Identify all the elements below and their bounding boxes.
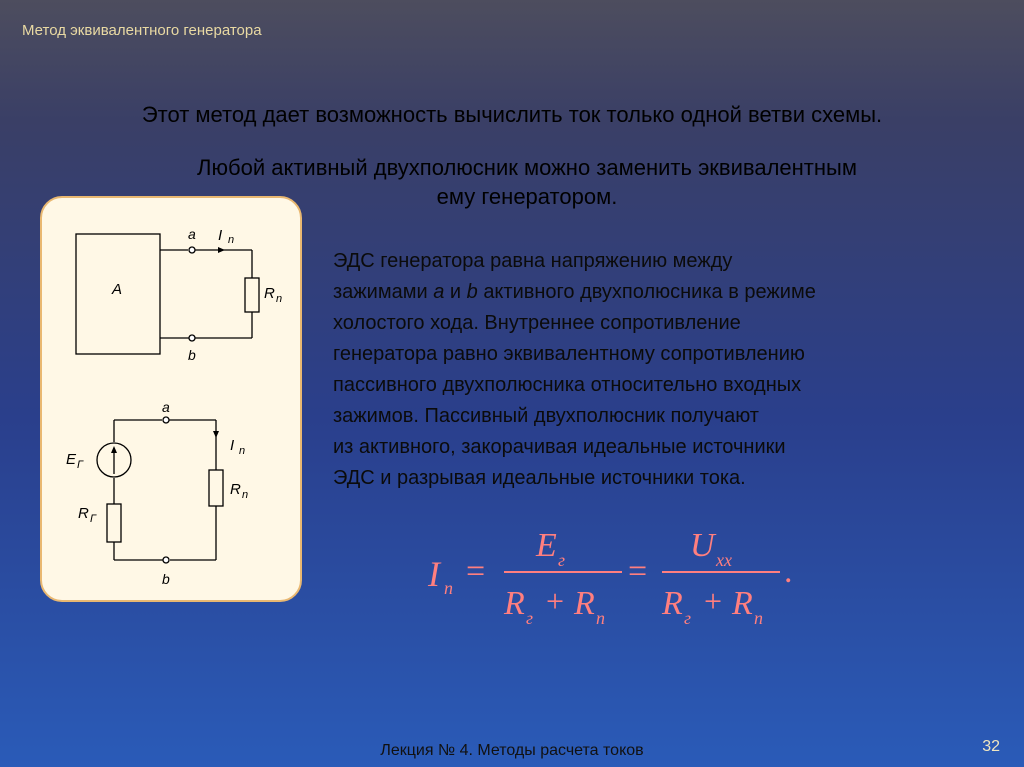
formula-den1-a: R — [504, 585, 525, 622]
load-resistor-top — [245, 278, 259, 312]
load-resistor-bottom — [209, 470, 223, 506]
formula-lhs: I — [428, 554, 440, 594]
formula-num2: U — [690, 527, 715, 564]
terminal-b-top — [189, 335, 195, 341]
internal-resistor — [107, 504, 121, 542]
load-sub-bottom: n — [242, 489, 249, 501]
terminal-b-bottom — [163, 557, 169, 563]
circuit-diagrams — [42, 198, 300, 600]
resistor-label-top: R — [264, 285, 275, 302]
formula-num1: E — [536, 527, 557, 564]
current-sub-bottom: n — [239, 445, 246, 457]
current-sub-top: n — [228, 234, 235, 246]
desc-line-5: пассивного двухполюсника относительно входных — [333, 374, 802, 396]
lead-definition-line2: ему генератором. — [436, 184, 618, 209]
lead-definition-line1: Любой активный двухполюсник можно заменить эквивалентным — [197, 155, 857, 180]
desc-line-2: зажимами a и b активного двухполюсника в режиме — [333, 281, 816, 303]
node-b-label-bottom: b — [162, 571, 170, 587]
formula-den1-plus: + — [546, 583, 565, 619]
desc-line-1: ЭДС генератора равна напряжению между — [333, 250, 733, 272]
block-label-a: A — [112, 281, 123, 298]
desc-line-7: из активного, закорачивая идеальные источники — [333, 436, 786, 458]
node-a-label-top: a — [188, 226, 196, 242]
formula-dot: . — [784, 553, 793, 590]
internal-resistor-label: R — [78, 505, 89, 522]
node-b-label-top: b — [188, 347, 196, 363]
formula-num2-sub: xx — [716, 550, 732, 570]
terminal-a-top — [189, 247, 195, 253]
load-label-bottom: R — [230, 481, 241, 498]
emf-sub: Г — [77, 459, 83, 471]
resistor-sub-top: n — [276, 293, 283, 305]
current-label-bottom: I — [230, 437, 235, 454]
formula-den2-b-sub: n — [754, 608, 763, 628]
desc-line-3: холостого хода. Внутреннее сопротивление — [333, 312, 741, 334]
page-number: 32 — [982, 738, 1000, 755]
terminal-a-bottom — [163, 417, 169, 423]
formula-den2-plus: + — [704, 583, 723, 619]
formula-eq-1: = — [466, 553, 486, 590]
method-description — [333, 246, 973, 494]
current-formula — [420, 520, 820, 640]
node-a-label-bottom: a — [162, 399, 170, 415]
formula-den1-b-sub: n — [596, 608, 605, 628]
formula-den2-a-sub: г — [684, 608, 692, 628]
lead-statement: Этот метод дает возможность вычислить ток только одной ветви схемы. — [141, 102, 883, 127]
formula-eq-2: = — [628, 553, 648, 590]
slide-header-title: Метод эквивалентного генератора — [22, 22, 262, 39]
internal-resistor-sub: Г — [90, 513, 96, 525]
formula-lhs-sub: n — [444, 578, 453, 598]
desc-line-4: генератора равно эквивалентному сопротивлению — [333, 343, 805, 365]
footer-lecture-title: Лекция № 4. Методы расчета токов — [380, 742, 644, 759]
formula-num1-sub: г — [558, 550, 566, 570]
emf-label: E — [66, 451, 77, 468]
desc-line-8: ЭДС и разрывая идеальные источники тока. — [333, 467, 746, 489]
desc-line-6: зажимов. Пассивный двухполюсник получают — [333, 405, 759, 427]
formula-den2-b: R — [732, 585, 753, 622]
formula-den1-a-sub: г — [526, 608, 534, 628]
current-label-top: I — [218, 227, 223, 244]
formula-den2-a: R — [662, 585, 683, 622]
circuit-diagram-panel — [40, 196, 302, 602]
formula-den1-b: R — [574, 585, 595, 622]
